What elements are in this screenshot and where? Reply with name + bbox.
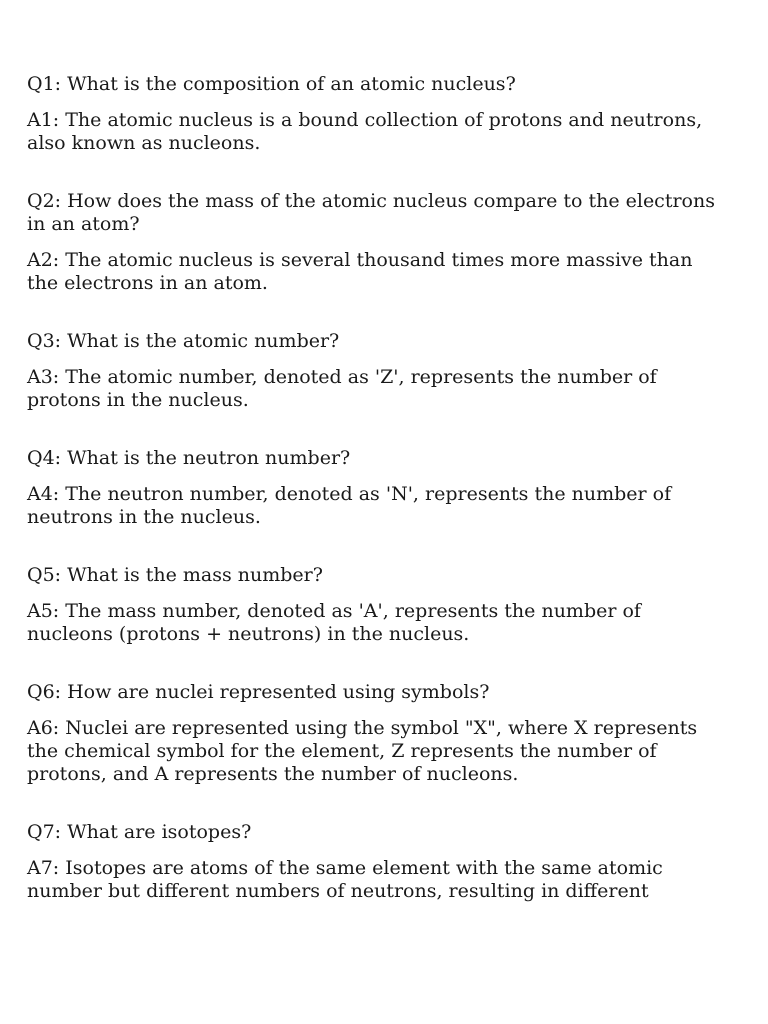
answer-4: A4: The neutron number, denoted as 'N', represents the number of neutrons in the nucleus.: [27, 483, 672, 528]
question-6: Q6: How are nuclei represented using symbols?: [27, 681, 490, 703]
qa-item-2: [27, 190, 717, 295]
answer-2: A2: The atomic nucleus is several thousand times more massive than the electrons in an atom.: [27, 249, 693, 294]
qa-item-4: [27, 447, 717, 529]
question-7: Q7: What are isotopes?: [27, 821, 252, 843]
qa-item-7: [27, 821, 717, 903]
answer-5: A5: The mass number, denoted as 'A', represents the number of nucleons (protons + neutrons) in the nucleus.: [27, 600, 641, 645]
qa-item-6: [27, 681, 717, 786]
question-3: Q3: What is the atomic number?: [27, 330, 340, 352]
question-2: Q2: How does the mass of the atomic nucleus compare to the electrons in an atom?: [27, 190, 715, 235]
question-4: Q4: What is the neutron number?: [27, 447, 351, 469]
answer-7: A7: Isotopes are atoms of the same element with the same atomic number but different numbers of neutrons, resulting in different: [27, 857, 663, 902]
qa-document: [27, 73, 717, 938]
answer-1: A1: The atomic nucleus is a bound collection of protons and neutrons, also known as nucleons.: [27, 109, 703, 154]
qa-item-1: [27, 73, 717, 155]
question-5: Q5: What is the mass number?: [27, 564, 323, 586]
answer-3: A3: The atomic number, denoted as 'Z', represents the number of protons in the nucleus.: [27, 366, 657, 411]
answer-6: A6: Nuclei are represented using the symbol "X", where X represents the chemical symbol for the element, Z represents the number of protons, and A represents the number of nucleons.: [27, 717, 698, 785]
question-1: Q1: What is the composition of an atomic nucleus?: [27, 73, 516, 95]
qa-item-5: [27, 564, 717, 646]
qa-item-3: [27, 330, 717, 412]
